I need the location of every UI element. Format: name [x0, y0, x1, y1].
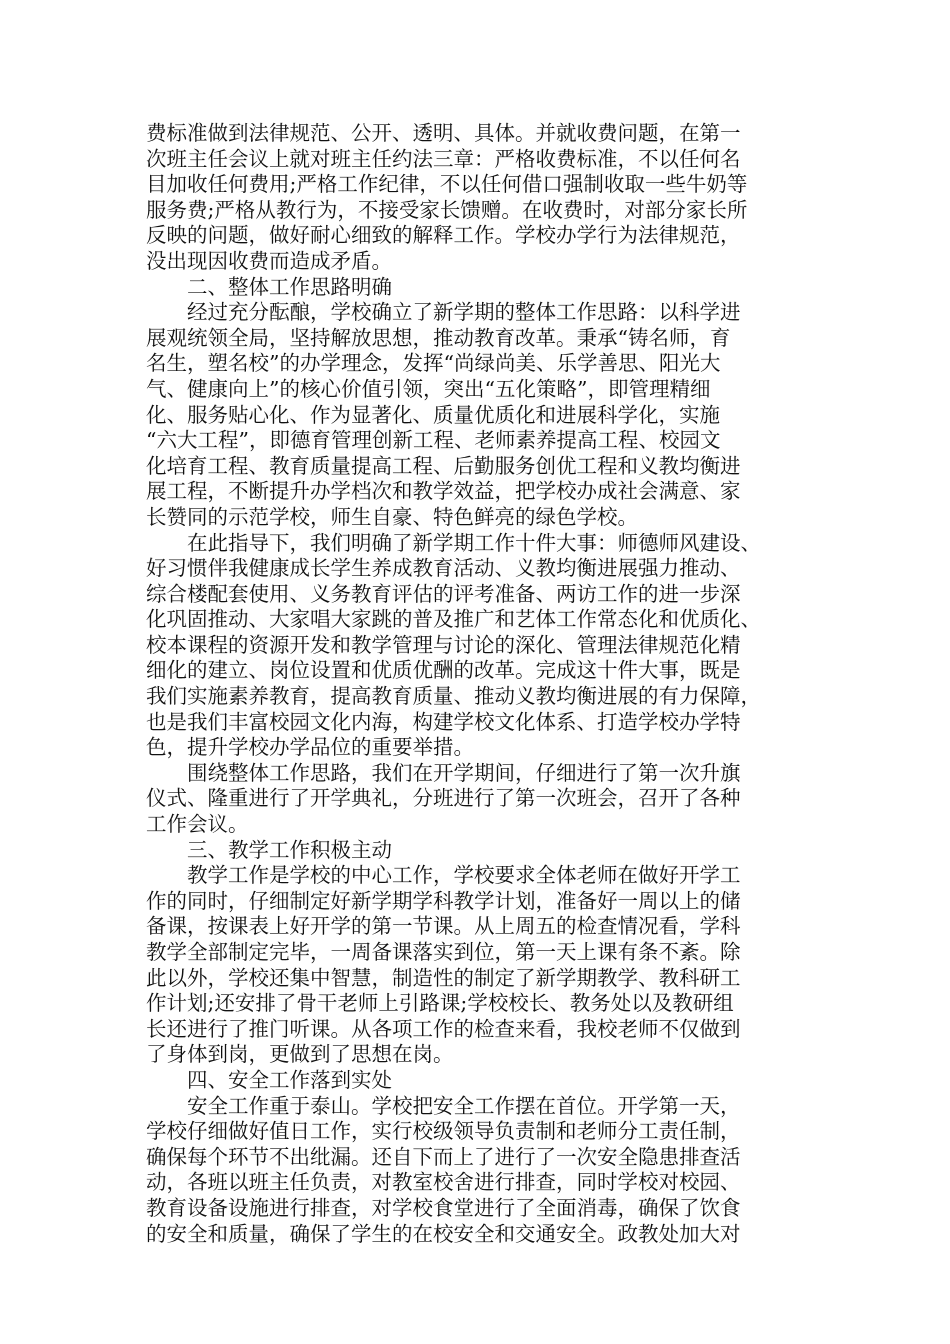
text-line: 长赞同的示范学校，师生自豪、特色鲜亮的绿色学校。 — [146, 504, 638, 529]
text-line: 在此指导下，我们明确了新学期工作十件大事：师德师风建设、 — [187, 530, 761, 555]
text-line: 综合楼配套使用、义务教育评估的评考准备、两访工作的进一步深 — [146, 581, 741, 606]
text-line: 工作会议。 — [146, 812, 249, 837]
text-line: 好习惯伴我健康成长学生养成教育活动、义教均衡进展强力推动、 — [146, 556, 741, 581]
text-line: 作的同时，仔细制定好新学期学科教学计划，准备好一周以上的储 — [146, 888, 741, 913]
text-line: 反映的问题，做好耐心细致的解释工作。学校办学行为法律规范， — [146, 223, 741, 248]
text-line: 长还进行了推门听课。从各项工作的检查来看，我校老师不仅做到 — [146, 1016, 741, 1041]
text-line: 次班主任会议上就对班主任约法三章：严格收费标准，不以任何名 — [146, 146, 741, 171]
text-line: 气、健康向上”的核心价值引领，突出“五化策略”，即管理精细 — [146, 376, 711, 401]
text-line: 色，提升学校办学品位的重要举措。 — [146, 735, 474, 760]
text-line: “六大工程”，即德育管理创新工程、老师素养提高工程、校园文 — [146, 428, 721, 453]
text-line: 化巩固推动、大家唱大家跳的普及推广和艺体工作常态化和优质化、 — [146, 607, 761, 632]
document-body — [146, 121, 812, 1247]
text-line: 学校仔细做好值日工作，实行校级领导负责制和老师分工责任制， — [146, 1119, 741, 1144]
text-line: 动，各班以班主任负责，对教室校舍进行排查，同时学校对校园、 — [146, 1170, 741, 1195]
text-line: 化、服务贴心化、作为显著化、质量优质化和进展科学化，实施 — [146, 402, 720, 427]
text-line: 仪式、隆重进行了开学典礼，分班进行了第一次班会，召开了各种 — [146, 786, 741, 811]
text-line: 教育设备设施进行排查，对学校食堂进行了全面消毒，确保了饮食 — [146, 1195, 741, 1220]
text-line: 没出现因收费而造成矛盾。 — [146, 248, 392, 273]
text-line: 的安全和质量，确保了学生的在校安全和交通安全。政教处加大对 — [146, 1221, 741, 1246]
text-line: 确保每个环节不出纰漏。还自下而上了进行了一次安全隐患排查活 — [146, 1144, 741, 1169]
text-line: 二、整体工作思路明确 — [187, 274, 392, 299]
text-line: 细化的建立、岗位设置和优质优酬的改革。完成这十件大事，既是 — [146, 658, 741, 683]
text-line: 围绕整体工作思路，我们在开学期间，仔细进行了第一次升旗 — [187, 760, 741, 785]
text-line: 展工程，不断提升办学档次和教学效益，把学校办成社会满意、家 — [146, 479, 741, 504]
text-line: 我们实施素养教育，提高教育质量、推动义教均衡进展的有力保障， — [146, 684, 761, 709]
text-line: 也是我们丰富校园文化内海，构建学校文化体系、打造学校办学特 — [146, 709, 741, 734]
text-line: 此以外，学校还集中智慧，制造性的制定了新学期教学、教科研工 — [146, 965, 741, 990]
text-line: 教学工作是学校的中心工作，学校要求全体老师在做好开学工 — [187, 863, 741, 888]
text-line: 作计划;还安排了骨干老师上引路课;学校校长、教务处以及教研组 — [146, 991, 734, 1016]
text-line: 安全工作重于泰山。学校把安全工作摆在首位。开学第一天， — [187, 1093, 741, 1118]
text-line: 三、教学工作积极主动 — [187, 837, 392, 862]
text-line: 经过充分酝酿，学校确立了新学期的整体工作思路：以科学进 — [187, 300, 741, 325]
text-line: 教学全部制定完毕，一周备课落实到位，第一天上课有条不紊。除 — [146, 940, 741, 964]
text-line: 备课，按课表上好开学的第一节课。从上周五的检查情况看，学科 — [146, 914, 741, 939]
text-line: 费标准做到法律规范、公开、透明、具体。并就收费问题，在第一 — [146, 121, 741, 145]
text-line: 目加收任何费用;严格工作纪律，不以任何借口强制收取一些牛奶等 — [146, 172, 748, 197]
text-line: 名生，塑名校”的办学理念，发挥“尚绿尚美、乐学善思、阳光大 — [146, 351, 721, 376]
text-line: 校本课程的资源开发和教学管理与讨论的深化、管理法律规范化精 — [146, 632, 741, 657]
text-line: 四、安全工作落到实处 — [187, 1067, 392, 1092]
text-line: 了身体到岗，更做到了思想在岗。 — [146, 1042, 454, 1067]
text-line: 化培育工程、教育质量提高工程、后勤服务创优工程和义教均衡进 — [146, 453, 741, 478]
text-line: 展观统领全局，坚持解放思想，推动教育改革。秉承“铸名师，育 — [146, 325, 731, 350]
text-line: 服务费;严格从教行为，不接受家长馈赠。在收费时，对部分家长所 — [146, 197, 748, 222]
